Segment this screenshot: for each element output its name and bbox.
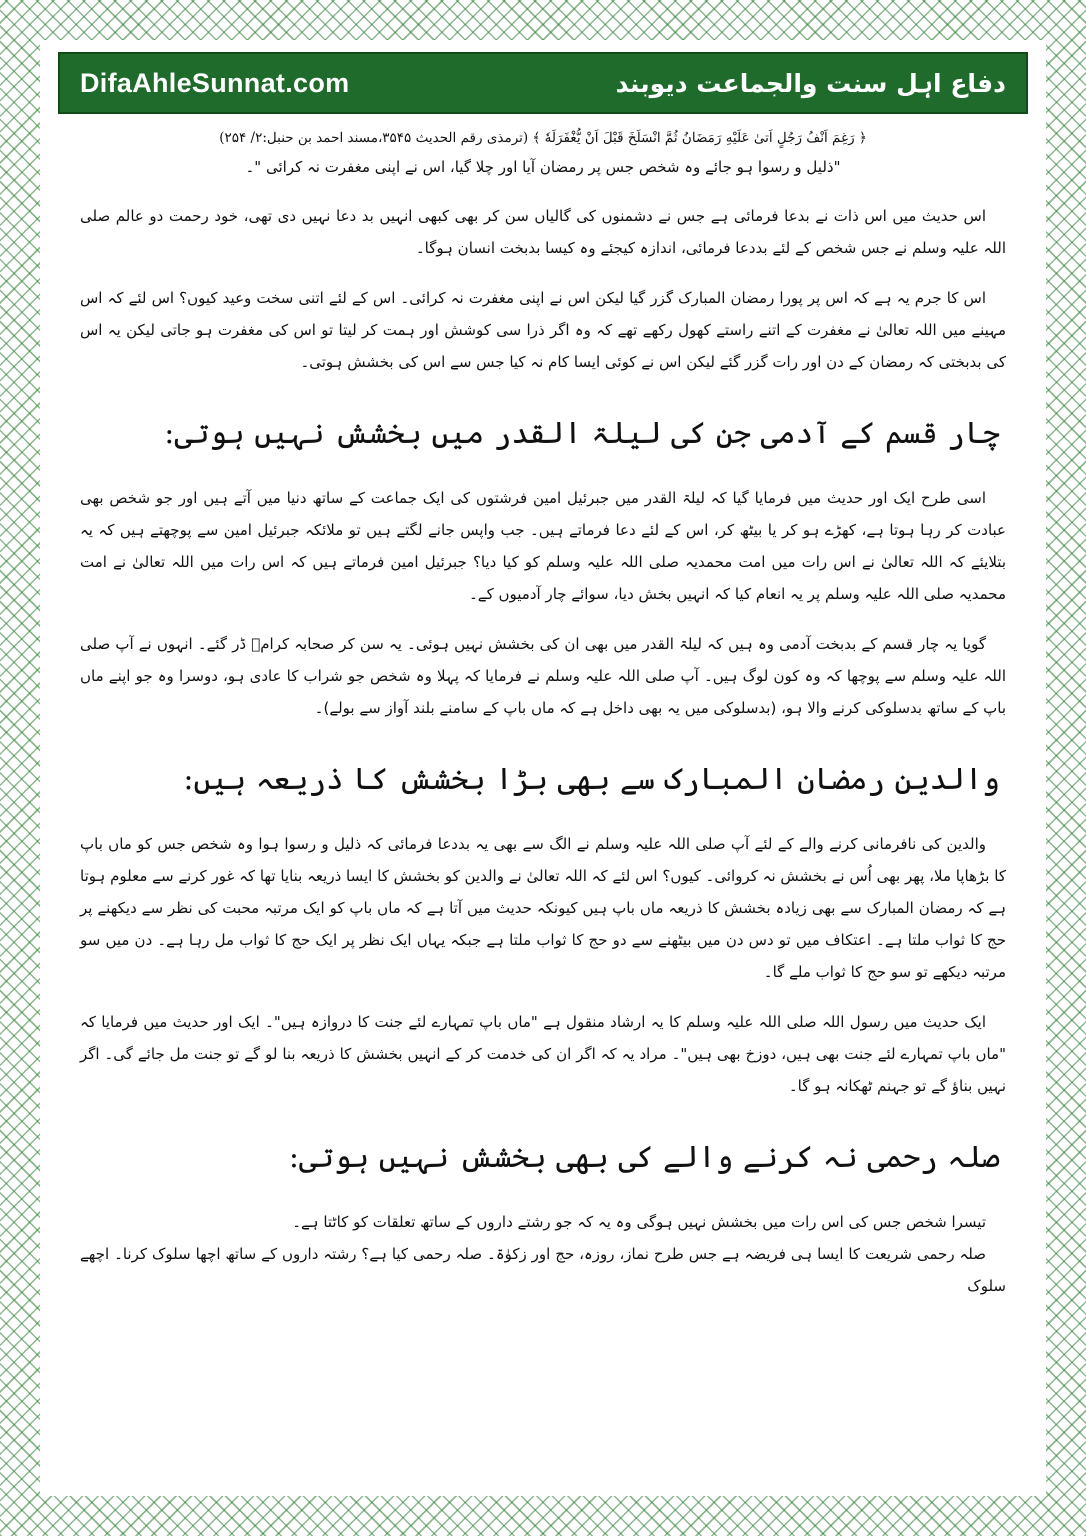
hadith-translation: "ذلیل و رسوا ہو جائے وہ شخص جس پر رمضان آیا اور چلا گیا، اس نے اپنی مغفرت نہ کرائی "۔ (245, 158, 841, 176)
hadith-arabic: ﴿ رَغِمَ اَنْفُ رَجُلٍ اَتیٰ عَلَیْهِ رَمَضَانُ ثُمَّ انْسَلَخَ قَبْلَ اَنْ یُّغْفَرَلَهٗ ﴾ (ترمذی رقم الحدیث ۳۵۴۵،مسند احمد بن حنبل:۲/ ۲۵۴) (219, 130, 867, 146)
paragraph: اس کا جرم یہ ہے کہ اس پر پورا رمضان المبارک گزر گیا لیکن اس نے اپنی مغفرت نہ کرائی۔ اس کے لئے اتنی سخت وعید کیوں؟ اس لئے کہ اس مہینے میں اللہ تعالیٰ نے مغفرت کے اتنے راستے کھول رکھے تھے کہ وہ اگر ذرا سی کوشش اور ہمت کر لیتا تو اس کی مغفرت ہو جاتی لیکن یہ اس کی بدبختی کہ رمضان کے دن اور رات گزر گئے لیکن اس نے کوئی ایسا کام نہ کیا جس سے اس کی بخشش ہوتی۔ (80, 289, 1006, 371)
article-body (80, 126, 1006, 1302)
paragraph: والدین کی نافرمانی کرنے والے کے لئے آپ صلی اللہ علیہ وسلم نے الگ سے بھی یہ بددعا فرمائی کہ ذلیل و رسوا ہوا وہ شخص جس کو ماں باپ کا بڑھاپا ملا، پھر بھی اُس نے بخشش نہ کروائی۔ کیوں؟ اس لئے کہ اللہ تعالیٰ نے والدین کو بخشش کا ایسا ذریعہ بنایا تھا کہ غور کرنے سے معلوم ہوتا ہے کہ رمضان المبارک سے بھی زیادہ بخشش کا ذریعہ ماں باپ ہیں کیونکہ حدیث میں آتا ہے کہ ماں باپ کو ایک مرتبہ محبت کی نظر سے دیکھنے پر حج کا ثواب ملتا ہے۔ اعتکاف میں تو دس دن میں بیٹھنے سے دو حج کا ثواب ملتا ہے جبکہ یہاں ایک نظر پر ایک حج کا ثواب مل رہا ہے۔ دن میں سو مرتبہ دیکھے تو سو حج کا ثواب ملے گا۔ (80, 835, 1006, 981)
paragraph: تیسرا شخص جس کی اس رات میں بخشش نہیں ہوگی وہ یہ کہ جو رشتے داروں کے ساتھ تعلقات کو کاٹتا ہے۔ (292, 1213, 986, 1231)
section-heading: والدین رمضان المبارک سے بھی بڑا بخشش کا ذریعہ ہیں: (183, 762, 1000, 797)
page (40, 40, 1046, 1496)
paragraph: ایک حدیث میں رسول اللہ صلی اللہ علیہ وسلم کا یہ ارشاد منقول ہے "ماں باپ تمہارے لئے جنت کا دروازہ ہیں"۔ ایک اور حدیث میں فرمایا کہ "ماں باپ تمہارے لئے جنت بھی ہیں، دوزخ بھی ہیں"۔ مراد یہ کہ اگر ان کی خدمت کر کے انہیں بخشش کا ذریعہ بنا لو گے تو جنت مل جائے گی۔ اگر نہیں بناؤ گے تو جہنم ٹھکانہ ہو گا۔ (80, 1013, 1006, 1095)
site-name[interactable]: DifaAhleSunnat.com (80, 67, 350, 98)
brand-title: دفاع اہل سنت والجماعت دیوبند (615, 68, 1006, 98)
section-heading: صلہ رحمی نہ کرنے والے کی بھی بخشش نہیں ہوتی: (288, 1140, 1000, 1175)
site-header (58, 52, 1028, 114)
section-heading: چار قسم کے آدمی جن کی لیلۃ القدر میں بخشش نہیں ہوتی: (164, 416, 1000, 451)
paragraph: صلہ رحمی شریعت کا ایسا ہی فریضہ ہے جس طرح نماز، روزہ، حج اور زکوٰۃ۔ صلہ رحمی کیا ہے؟ رشتہ داروں کے ساتھ اچھا سلوک کرنا۔ اچھے سلوک (80, 1245, 1006, 1295)
paragraph: گویا یہ چار قسم کے بدبخت آدمی وہ ہیں کہ لیلۃ القدر میں بھی ان کی بخشش نہیں ہوئی۔ یہ سن کر صحابہ کرامؓ ڈر گئے۔ انہوں نے آپ صلی اللہ علیہ وسلم سے پوچھا کہ وہ کون لوگ ہیں۔ آپ صلی اللہ علیہ وسلم نے فرمایا کہ پہلا وہ شخص جو شراب کا عادی ہو، دوسرا وہ جو اپنے ماں باپ کے ساتھ بدسلوکی کرنے والا ہو، (بدسلوکی میں یہ بھی داخل ہے کہ ماں باپ کے سامنے بلند آواز سے بولے)۔ (80, 635, 1006, 717)
paragraph: اسی طرح ایک اور حدیث میں فرمایا گیا کہ لیلۃ القدر میں جبرئیل امین فرشتوں کی ایک جماعت کے ساتھ دنیا میں آتے ہیں اور جو شخص بھی عبادت کر رہا ہوتا ہے، کھڑے ہو کر یا بیٹھ کر، اس کے لئے دعا فرماتے ہیں۔ جب واپس جانے لگتے ہیں تو ملائکہ جبرئیل امین سے پوچھتے ہیں کہ یہ بتلایئے کہ اللہ تعالیٰ نے اس رات میں امت محمدیہ صلی اللہ علیہ وسلم کو کیا دیا؟ جبرئیل امین فرماتے ہیں کہ اس رات میں اللہ تعالیٰ نے امت محمدیہ صلی اللہ علیہ وسلم پر یہ انعام کیا کہ انہیں بخش دیا، سوائے چار آدمیوں کے۔ (80, 489, 1006, 603)
paragraph: اس حدیث میں اس ذات نے بدعا فرمائی ہے جس نے دشمنوں کی گالیاں سن کر بھی کبھی انہیں بد دعا نہیں دی تھی، خود رحمت دو عالم صلی اللہ علیہ وسلم نے جس شخص کے لئے بددعا فرمائی، اندازہ کیجئے وہ کیسا بدبخت انسان ہوگا۔ (80, 207, 1006, 257)
